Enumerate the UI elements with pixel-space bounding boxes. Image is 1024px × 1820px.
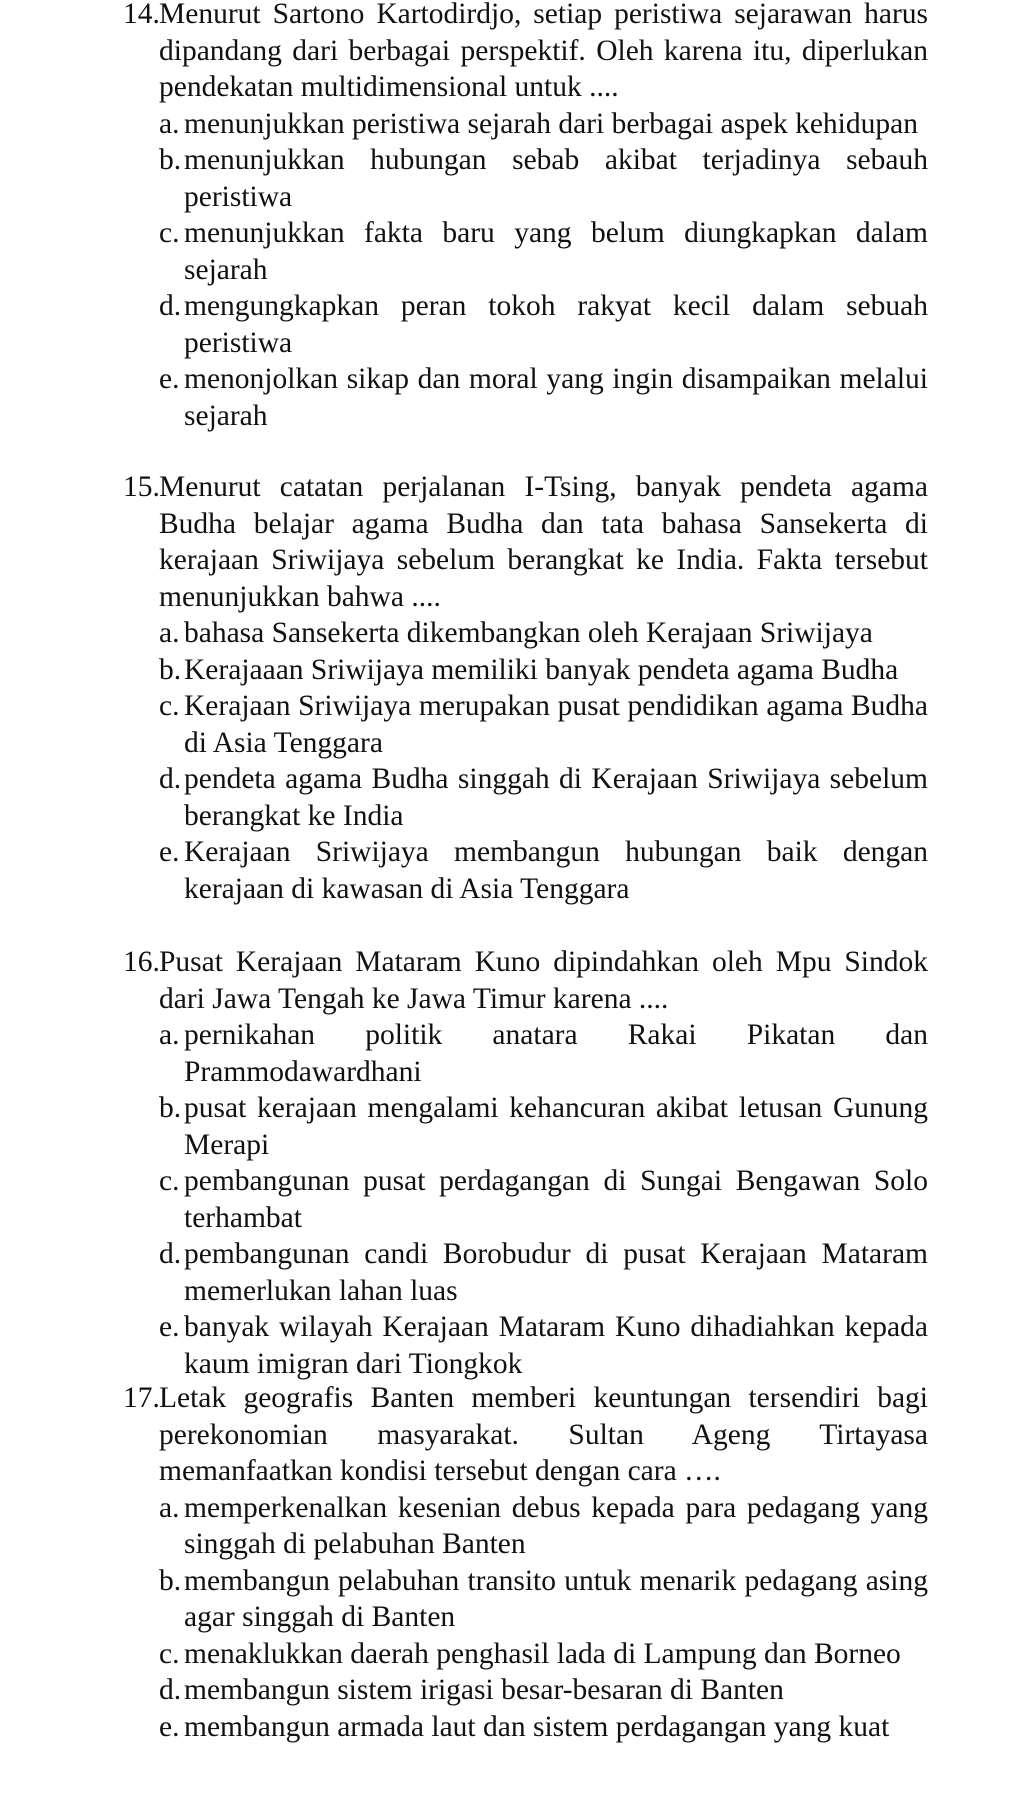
question-text: Menurut Sartono Kartodirdjo, setiap peristiwa sejarawan harus dipandang dari berbagai perspektif. Oleh karena itu, diperlukan pendekatan multidimensional untuk .... <box>159 0 928 103</box>
option-b <box>0 652 1024 689</box>
option-c <box>0 688 1024 761</box>
option-text: Kerajaan Sriwijaya merupakan pusat pendidikan agama Budha di Asia Tenggara <box>184 690 928 759</box>
option-letter: a. <box>159 1491 180 1524</box>
option-letter: c. <box>159 1165 180 1197</box>
option-text: bahasa Sansekerta dikembangkan oleh Kerajaan Sriwijaya <box>184 617 873 649</box>
question-stem <box>0 0 1024 106</box>
option-text: pendeta agama Budha singgah di Kerajaan Sriwijaya sebelum berangkat ke India <box>184 763 928 832</box>
question-16 <box>0 944 1024 1382</box>
option-text: pembangunan pusat perdagangan di Sungai Bengawan Solo terhambat <box>184 1165 928 1234</box>
option-d <box>0 1236 1024 1309</box>
option-d <box>0 288 1024 361</box>
option-text: membangun sistem irigasi besar-besaran di Banten <box>184 1674 784 1706</box>
option-text: menunjukkan hubungan sebab akibat terjadinya sebauh peristiwa <box>184 144 928 213</box>
option-text: menaklukkan daerah penghasil lada di Lampung dan Borneo <box>184 1637 901 1670</box>
option-letter: c. <box>159 690 180 722</box>
option-text: pusat kerajaan mengalami kehancuran akibat letusan Gunung Merapi <box>184 1092 928 1161</box>
question-number: 16. <box>123 946 160 978</box>
option-letter: b. <box>159 1564 182 1597</box>
question-stem <box>0 944 1024 1017</box>
option-d <box>0 761 1024 834</box>
option-text: banyak wilayah Kerajaan Mataram Kuno dihadiahkan kepada kaum imigran dari Tiongkok <box>184 1311 928 1380</box>
question-number: 14. <box>123 0 160 30</box>
option-letter: c. <box>159 217 180 249</box>
option-text: menonjolkan sikap dan moral yang ingin disampaikan melalui sejarah <box>184 363 928 432</box>
question-15 <box>0 469 1024 907</box>
option-list <box>0 1490 1024 1746</box>
option-text: Kerajaaan Sriwijaya memiliki banyak pendeta agama Budha <box>184 653 899 686</box>
option-letter: e. <box>159 1710 180 1743</box>
option-letter: a. <box>159 617 180 649</box>
option-letter: e. <box>159 363 180 395</box>
question-text: Menurut catatan perjalanan I-Tsing, banyak pendeta agama Budha belajar agama Budha dan tata bahasa Sansekerta di kerajaan Sriwijaya sebelum berangkat ke India. Fakta tersebut menunjukkan bahwa .... <box>159 471 928 613</box>
question-text: Letak geografis Banten memberi keuntungan tersendiri bagi perekonomian masyarakat. Sultan Ageng Tirtayasa memanfaatkan kondisi tersebut dengan cara …. <box>159 1382 928 1487</box>
option-c <box>0 1636 1024 1673</box>
question-stem <box>0 469 1024 615</box>
option-d <box>0 1672 1024 1709</box>
option-letter: b. <box>159 653 182 686</box>
question-number: 17. <box>123 1382 160 1414</box>
option-text: pernikahan politik anatara Rakai Pikatan dan Prammodawardhani <box>184 1019 928 1088</box>
question-14 <box>0 0 1024 434</box>
option-text: memperkenalkan kesenian debus kepada para pedagang yang singgah di pelabuhan Banten <box>184 1491 928 1560</box>
question-17 <box>0 1380 1024 1745</box>
option-c <box>0 215 1024 288</box>
option-text: menunjukkan peristiwa sejarah dari berbagai aspek kehidupan <box>184 107 918 140</box>
option-letter: a. <box>159 107 180 140</box>
option-text: mengungkapkan peran tokoh rakyat kecil dalam sebuah peristiwa <box>184 290 928 359</box>
option-text: Kerajaan Sriwijaya membangun hubungan baik dengan kerajaan di kawasan di Asia Tenggara <box>184 836 928 905</box>
option-c <box>0 1163 1024 1236</box>
option-list <box>0 615 1024 907</box>
option-b <box>0 1563 1024 1636</box>
option-e <box>0 1709 1024 1746</box>
option-e <box>0 361 1024 434</box>
option-a <box>0 1490 1024 1563</box>
option-b <box>0 142 1024 215</box>
option-letter: a. <box>159 1019 180 1051</box>
option-letter: d. <box>159 763 182 795</box>
option-letter: d. <box>159 1674 182 1706</box>
option-e <box>0 1309 1024 1382</box>
option-letter: b. <box>159 144 182 176</box>
question-number: 15. <box>123 471 160 503</box>
question-text: Pusat Kerajaan Mataram Kuno dipindahkan oleh Mpu Sindok dari Jawa Tengah ke Jawa Timur karena .... <box>159 946 928 1015</box>
option-letter: d. <box>159 1238 182 1270</box>
option-e <box>0 834 1024 907</box>
option-letter: d. <box>159 290 182 322</box>
option-list <box>0 1017 1024 1382</box>
option-text: menunjukkan fakta baru yang belum diungkapkan dalam sejarah <box>184 217 928 286</box>
option-a <box>0 1017 1024 1090</box>
option-text: membangun armada laut dan sistem perdagangan yang kuat <box>184 1710 890 1743</box>
option-list <box>0 106 1024 435</box>
option-letter: b. <box>159 1092 182 1124</box>
option-letter: c. <box>159 1637 180 1670</box>
option-a <box>0 106 1024 143</box>
option-text: pembangunan candi Borobudur di pusat Kerajaan Mataram memerlukan lahan luas <box>184 1238 928 1307</box>
option-letter: e. <box>159 1311 180 1343</box>
question-stem <box>0 1380 1024 1490</box>
option-letter: e. <box>159 836 180 868</box>
option-text: membangun pelabuhan transito untuk menarik pedagang asing agar singgah di Banten <box>184 1564 928 1633</box>
option-a <box>0 615 1024 652</box>
option-b <box>0 1090 1024 1163</box>
